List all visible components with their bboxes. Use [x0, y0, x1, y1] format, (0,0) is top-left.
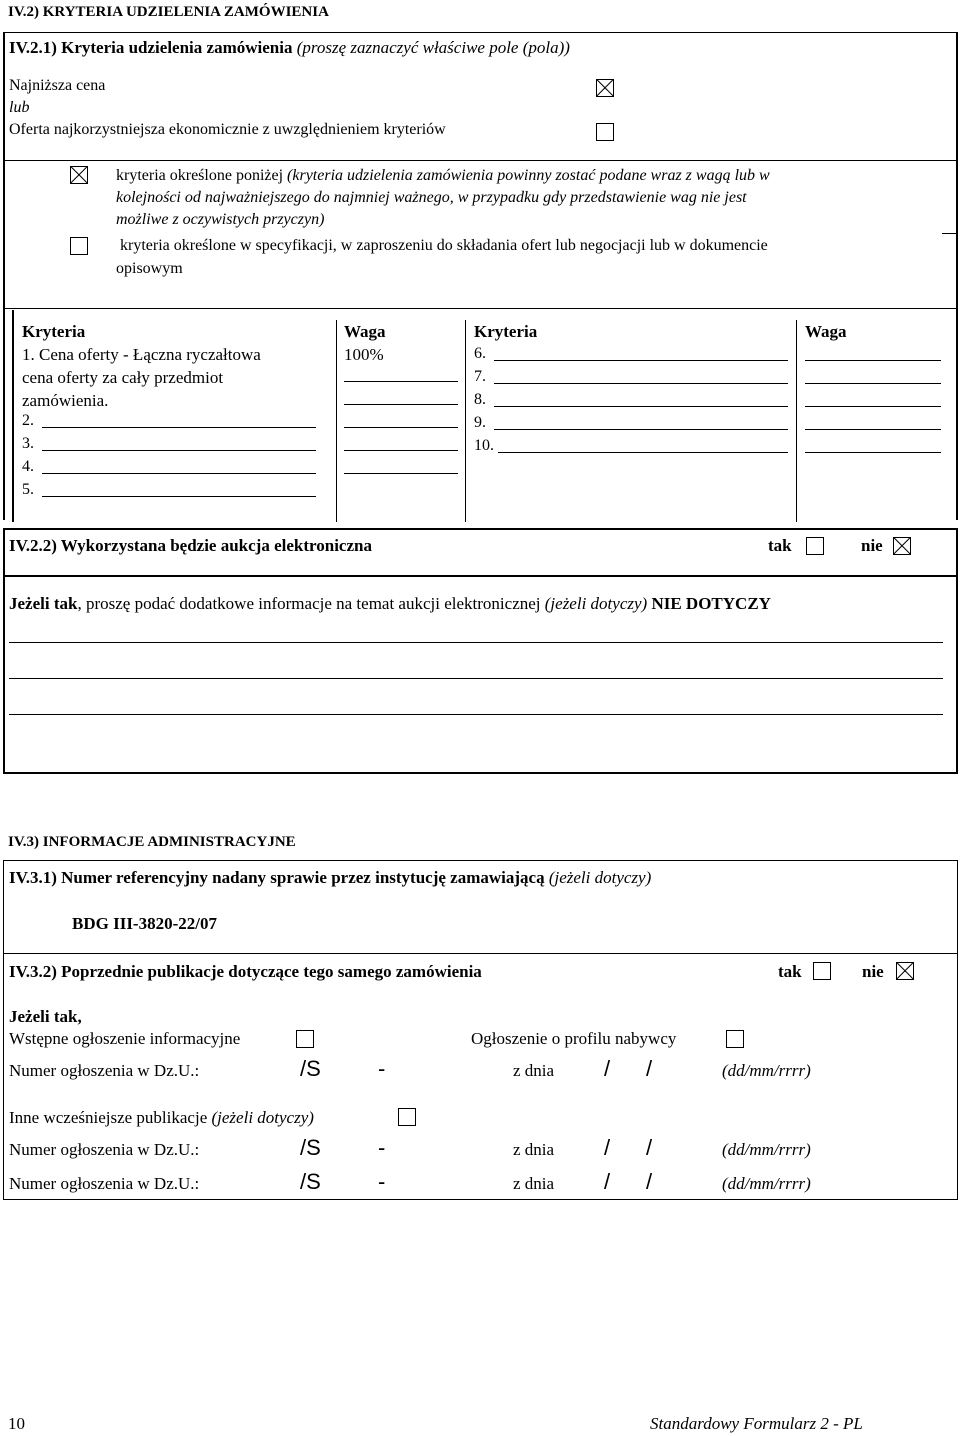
auction-yes-checkbox[interactable]	[806, 537, 824, 555]
prior-info-label: Wstępne ogłoszenie informacyjne	[9, 1029, 241, 1048]
prev-pub-no-label: nie	[862, 962, 884, 981]
weight-blank	[344, 450, 458, 451]
criteria-below-line3: możliwe z oczywistych przyczyn)	[116, 211, 325, 228]
heading-iv31: IV.3.1) Numer referencyjny nadany sprawie przez instytucję zamawiającą (jeżeli dotyczy)	[9, 868, 652, 887]
criteria-spec-checkbox[interactable]	[70, 237, 88, 255]
weight-blank	[344, 473, 458, 474]
lub-label: lub	[9, 99, 30, 116]
weight-blank	[344, 381, 458, 382]
criterion-1-line2: cena oferty za cały przedmiot	[22, 368, 224, 387]
col-weight-header: Waga	[344, 322, 386, 341]
notice-number-label: Numer ogłoszenia w Dz.U.:	[9, 1174, 200, 1193]
criterion-blank	[494, 383, 788, 384]
criteria-below-line2: kolejności od najważniejszego do najmniej ważnego, w przypadku gdy przedstawienie wag nie jest	[116, 189, 747, 206]
date-slash: /	[646, 1135, 653, 1160]
other-pub-checkbox[interactable]	[398, 1108, 416, 1126]
criterion-blank	[42, 450, 316, 451]
date-label: z dnia	[513, 1140, 555, 1159]
auction-blank	[9, 642, 943, 643]
criterion-number: 2.	[22, 412, 34, 429]
divider	[3, 308, 958, 309]
auction-section-frame	[3, 528, 958, 774]
auction-blank	[9, 678, 943, 679]
criteria-spec-line2: opisowym	[116, 260, 183, 277]
criterion-number: 7.	[474, 368, 486, 385]
most-advantageous-label: Oferta najkorzystniejsza ekonomicznie z uwzględnieniem kryteriów	[9, 121, 446, 138]
weight-blank	[805, 383, 941, 384]
criterion-1-line1: 1. Cena oferty - Łączna ryczałtowa	[22, 345, 261, 364]
heading-iv32: IV.3.2) Poprzednie publikacje dotyczące tego samego zamówienia	[9, 962, 482, 981]
buyer-profile-checkbox[interactable]	[726, 1030, 744, 1048]
heading-iv21: IV.2.1) Kryteria udzielenia zamówienia (proszę zaznaczyć właściwe pole (pola))	[9, 38, 570, 57]
weight-blank	[805, 452, 941, 453]
heading-iv22: IV.2.2) Wykorzystana będzie aukcja elektroniczna	[9, 536, 372, 555]
auction-no-label: nie	[861, 536, 883, 555]
reference-number: BDG III-3820-22/07	[72, 914, 217, 933]
most-advantageous-checkbox[interactable]	[596, 123, 614, 141]
criterion-number: 9.	[474, 414, 486, 431]
criterion-1-weight: 100%	[344, 345, 384, 364]
date-label: z dnia	[513, 1061, 555, 1080]
page-number: 10	[8, 1414, 25, 1433]
if-yes-label: Jeżeli tak,	[9, 1007, 82, 1026]
date-label: z dnia	[513, 1174, 555, 1193]
table-left-border	[12, 310, 14, 522]
date-slash: /	[604, 1056, 611, 1081]
criterion-blank	[42, 496, 316, 497]
notice-number-label: Numer ogłoszenia w Dz.U.:	[9, 1140, 200, 1159]
criteria-below-line1: kryteria określone poniżej (kryteria udzielenia zamówienia powinny zostać podane wraz z wagą lub w	[116, 167, 770, 184]
col-criteria-header: Kryteria	[22, 322, 86, 341]
criterion-1-line3: zamówienia.	[22, 391, 109, 410]
criteria-spec-line1: kryteria określone w specyfikacji, w zaproszeniu do składania ofert lub negocjacji lub w dokumencie	[120, 237, 768, 254]
table-col-sep	[465, 320, 466, 522]
criterion-blank	[494, 360, 788, 361]
lowest-price-checkbox[interactable]	[596, 79, 614, 97]
col-criteria-header-2: Kryteria	[474, 322, 538, 341]
lowest-price-label: Najniższa cena	[9, 77, 106, 94]
divider	[3, 953, 958, 954]
section-heading-iv2: IV.2) KRYTERIA UDZIELENIA ZAMÓWIENIA	[8, 4, 329, 20]
prior-info-checkbox[interactable]	[296, 1030, 314, 1048]
auction-no-checkbox[interactable]	[893, 537, 911, 555]
weight-blank	[805, 360, 941, 361]
notice-slash-s: /S	[300, 1169, 321, 1194]
mark	[942, 233, 958, 234]
buyer-profile-label: Ogłoszenie o profilu nabywcy	[471, 1029, 677, 1048]
date-slash: /	[604, 1169, 611, 1194]
prev-pub-yes-checkbox[interactable]	[813, 962, 831, 980]
notice-slash-s: /S	[300, 1056, 321, 1081]
criterion-number: 5.	[22, 481, 34, 498]
auction-info-line: Jeżeli tak, proszę podać dodatkowe informacje na temat aukcji elektronicznej (jeżeli dotyczy) NIE DOTYCZY	[9, 594, 771, 613]
col-weight-header-2: Waga	[805, 322, 847, 341]
criterion-blank	[42, 427, 316, 428]
criterion-number: 10.	[474, 437, 494, 454]
table-col-sep	[336, 320, 337, 522]
criterion-number: 8.	[474, 391, 486, 408]
weight-blank	[344, 404, 458, 405]
auction-blank	[9, 714, 943, 715]
date-slash: /	[646, 1169, 653, 1194]
section-heading-iv3: IV.3) INFORMACJE ADMINISTRACYJNE	[8, 834, 296, 850]
criteria-below-checkbox[interactable]	[70, 166, 88, 184]
weight-blank	[344, 427, 458, 428]
criterion-blank	[494, 406, 788, 407]
criterion-blank	[42, 473, 316, 474]
date-slash: /	[646, 1056, 653, 1081]
criterion-number: 4.	[22, 458, 34, 475]
weight-blank	[805, 406, 941, 407]
date-format: (dd/mm/rrrr)	[722, 1061, 811, 1080]
criterion-blank	[494, 429, 788, 430]
criterion-blank	[498, 452, 788, 453]
notice-slash-s: /S	[300, 1135, 321, 1160]
date-format: (dd/mm/rrrr)	[722, 1140, 811, 1159]
notice-number-label: Numer ogłoszenia w Dz.U.:	[9, 1061, 200, 1080]
weight-blank	[805, 429, 941, 430]
notice-dash: -	[378, 1169, 386, 1194]
form-name: Standardowy Formularz 2 - PL	[650, 1414, 863, 1433]
date-format: (dd/mm/rrrr)	[722, 1174, 811, 1193]
auction-yes-label: tak	[768, 536, 792, 555]
criterion-number: 6.	[474, 345, 486, 362]
divider	[3, 160, 958, 161]
date-slash: /	[604, 1135, 611, 1160]
divider	[3, 575, 958, 577]
prev-pub-yes-label: tak	[778, 962, 802, 981]
prev-pub-no-checkbox[interactable]	[896, 962, 914, 980]
notice-dash: -	[378, 1135, 386, 1160]
other-pub-label: Inne wcześniejsze publikacje (jeżeli dotyczy)	[9, 1108, 314, 1127]
notice-dash: -	[378, 1056, 386, 1081]
table-col-sep	[796, 320, 797, 522]
criterion-number: 3.	[22, 435, 34, 452]
